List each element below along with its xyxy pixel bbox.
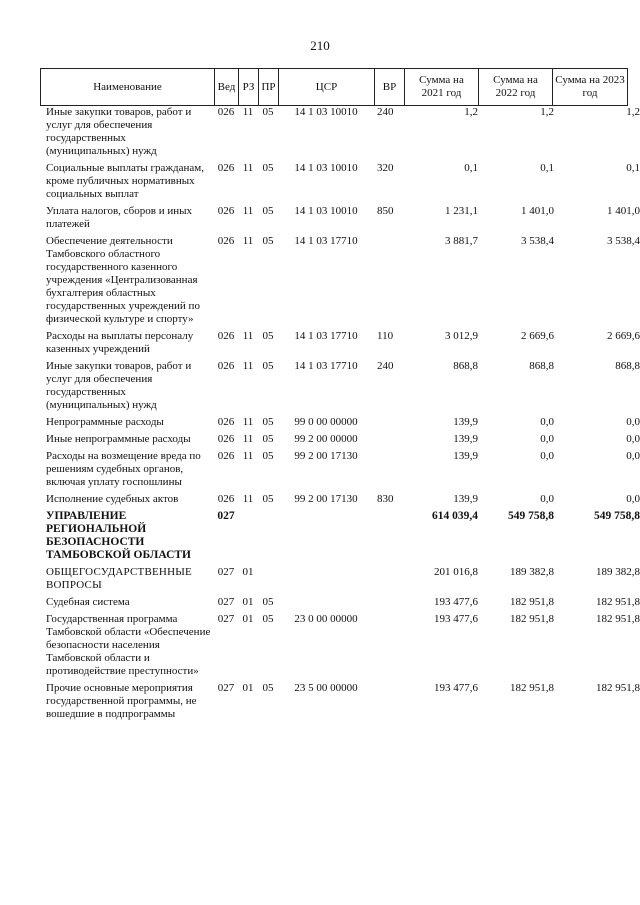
row-rz: 11 <box>242 235 254 247</box>
row-pr: 05 <box>262 493 274 505</box>
row-ved: 026 <box>217 162 235 174</box>
row-ved: 026 <box>217 205 235 217</box>
row-csr: 14 1 03 17710 <box>294 330 358 342</box>
row-sum-2021: 193 477,6 <box>434 596 478 608</box>
row-pr: 05 <box>262 360 274 372</box>
row-sum-2023: 549 758,8 <box>594 510 640 522</box>
row-rz: 11 <box>242 106 254 118</box>
table-row <box>40 106 640 158</box>
row-sum-2023: 0,0 <box>626 433 640 445</box>
row-sum-2021: 0,1 <box>464 162 478 174</box>
row-ved: 027 <box>217 566 235 578</box>
row-sum-2023: 0,1 <box>626 162 640 174</box>
row-rz: 11 <box>242 416 254 428</box>
row-sum-2021: 193 477,6 <box>434 682 478 694</box>
row-sum-2023: 182 951,8 <box>596 682 640 694</box>
header-vr: ВР <box>374 69 404 105</box>
row-csr: 23 0 00 00000 <box>294 613 358 625</box>
row-sum-2021: 201 016,8 <box>434 566 478 578</box>
row-pr: 05 <box>262 682 274 694</box>
row-sum-2021: 1,2 <box>464 106 478 118</box>
row-sum-2022: 0,0 <box>540 433 554 445</box>
header-ved: Вед <box>214 69 238 105</box>
row-sum-2023: 0,0 <box>626 493 640 505</box>
row-name: ОБЩЕГОСУДАРСТВЕННЫЕ ВОПРОСЫ <box>46 566 192 591</box>
row-pr: 05 <box>262 162 274 174</box>
row-name: Государственная программа Тамбовской области «Обеспечение безопасности населения Тамбовской области и противодействие преступности» <box>46 613 211 677</box>
row-sum-2021: 139,9 <box>453 493 478 505</box>
row-csr: 99 2 00 00000 <box>294 433 358 445</box>
row-name: Судебная система <box>46 596 130 608</box>
table-header <box>40 68 628 106</box>
table-body <box>40 106 640 725</box>
row-ved: 026 <box>217 235 235 247</box>
row-sum-2021: 1 231,1 <box>445 205 478 217</box>
row-csr: 99 2 00 17130 <box>294 493 358 505</box>
table-row <box>40 330 640 356</box>
table-row <box>40 162 640 201</box>
row-name: Непрограммные расходы <box>46 416 164 428</box>
header-name: Наименование <box>40 69 214 105</box>
row-sum-2023: 0,0 <box>626 416 640 428</box>
row-csr: 14 1 03 10010 <box>294 205 358 217</box>
table-row <box>40 235 640 326</box>
row-name: Иные непрограммные расходы <box>46 433 191 445</box>
row-vr: 240 <box>377 106 394 118</box>
table-row <box>40 433 640 446</box>
row-rz: 11 <box>242 205 254 217</box>
row-rz: 11 <box>242 450 254 462</box>
row-rz: 01 <box>242 613 254 625</box>
row-sum-2022: 3 538,4 <box>521 235 554 247</box>
row-vr: 240 <box>377 360 394 372</box>
header-csr: ЦСР <box>278 69 374 105</box>
row-sum-2021: 193 477,6 <box>434 613 478 625</box>
row-sum-2022: 549 758,8 <box>508 510 554 522</box>
row-pr: 05 <box>262 450 274 462</box>
table-row <box>40 596 640 609</box>
row-rz: 01 <box>242 596 254 608</box>
row-sum-2021: 614 039,4 <box>432 510 478 522</box>
row-sum-2022: 182 951,8 <box>510 596 554 608</box>
row-sum-2023: 3 538,4 <box>607 235 640 247</box>
row-sum-2022: 868,8 <box>529 360 554 372</box>
row-vr: 320 <box>377 162 394 174</box>
row-sum-2022: 0,1 <box>540 162 554 174</box>
row-pr: 05 <box>262 416 274 428</box>
row-vr: 850 <box>377 205 394 217</box>
row-name: Обеспечение деятельности Тамбовского областного государственного казенного учреждения «Централизованная бухгалтерия областных государственных учреждений по физической культуре и спорту» <box>46 235 200 325</box>
table-row <box>40 566 640 592</box>
row-sum-2021: 139,9 <box>453 416 478 428</box>
row-csr: 14 1 03 17710 <box>294 235 358 247</box>
row-sum-2022: 182 951,8 <box>510 682 554 694</box>
row-ved: 027 <box>217 596 235 608</box>
header-rz: РЗ <box>238 69 258 105</box>
row-sum-2022: 0,0 <box>540 416 554 428</box>
row-sum-2023: 0,0 <box>626 450 640 462</box>
row-name: Иные закупки товаров, работ и услуг для обеспечения государственных (муниципальных) нужд <box>46 106 192 157</box>
row-ved: 026 <box>217 360 235 372</box>
row-csr: 14 1 03 10010 <box>294 162 358 174</box>
row-rz: 01 <box>242 682 254 694</box>
row-rz: 01 <box>242 566 254 578</box>
row-sum-2021: 139,9 <box>453 433 478 445</box>
page-number: 210 <box>310 38 330 53</box>
row-sum-2022: 0,0 <box>540 493 554 505</box>
row-vr: 830 <box>377 493 394 505</box>
table-row <box>40 613 640 678</box>
row-pr: 05 <box>262 205 274 217</box>
row-pr: 05 <box>262 433 274 445</box>
row-ved: 026 <box>217 330 235 342</box>
row-pr: 05 <box>262 613 274 625</box>
row-sum-2023: 1 401,0 <box>607 205 640 217</box>
row-sum-2021: 139,9 <box>453 450 478 462</box>
row-csr: 14 1 03 10010 <box>294 106 358 118</box>
header-sum-2022: Сумма на 2022 год <box>478 69 552 105</box>
row-name: Иные закупки товаров, работ и услуг для обеспечения государственных (муниципальных) нужд <box>46 360 192 411</box>
row-name: УПРАВЛЕНИЕ РЕГИОНАЛЬНОЙ БЕЗОПАСНОСТИ ТАМБОВСКОЙ ОБЛАСТИ <box>46 510 192 561</box>
table-row <box>40 493 640 506</box>
table-row <box>40 205 640 231</box>
row-ved: 026 <box>217 106 235 118</box>
header-sum-2021: Сумма на 2021 год <box>404 69 478 105</box>
header-pr: ПР <box>258 69 278 105</box>
row-sum-2021: 3 881,7 <box>445 235 478 247</box>
row-vr: 110 <box>377 330 394 342</box>
row-sum-2022: 189 382,8 <box>510 566 554 578</box>
row-pr: 05 <box>262 330 274 342</box>
row-rz: 11 <box>242 493 254 505</box>
row-sum-2022: 0,0 <box>540 450 554 462</box>
row-sum-2022: 1,2 <box>540 106 554 118</box>
row-ved: 026 <box>217 416 235 428</box>
row-sum-2021: 3 012,9 <box>445 330 478 342</box>
table-row <box>40 682 640 721</box>
row-sum-2023: 2 669,6 <box>607 330 640 342</box>
row-sum-2022: 2 669,6 <box>521 330 554 342</box>
row-ved: 026 <box>217 433 235 445</box>
row-name: Расходы на выплаты персоналу казенных учреждений <box>46 330 194 355</box>
table-row <box>40 510 640 562</box>
row-sum-2023: 182 951,8 <box>596 596 640 608</box>
row-sum-2021: 868,8 <box>453 360 478 372</box>
row-ved: 026 <box>217 493 235 505</box>
row-sum-2023: 189 382,8 <box>596 566 640 578</box>
table-row <box>40 450 640 489</box>
row-sum-2022: 182 951,8 <box>510 613 554 625</box>
row-name: Исполнение судебных актов <box>46 493 179 505</box>
row-ved: 027 <box>217 510 235 522</box>
row-csr: 99 2 00 17130 <box>294 450 358 462</box>
row-name: Уплата налогов, сборов и иных платежей <box>46 205 193 230</box>
row-ved: 027 <box>217 682 235 694</box>
row-name: Социальные выплаты гражданам, кроме публичных нормативных социальных выплат <box>46 162 204 200</box>
row-sum-2023: 182 951,8 <box>596 613 640 625</box>
table-row <box>40 416 640 429</box>
header-sum-2023: Сумма на 2023 год <box>552 69 628 105</box>
table-row <box>40 360 640 412</box>
row-sum-2023: 868,8 <box>615 360 640 372</box>
row-rz: 11 <box>242 433 254 445</box>
row-name: Прочие основные мероприятия государственной программы, не вошедшие в подпрограммы <box>46 682 197 720</box>
row-csr: 14 1 03 17710 <box>294 360 358 372</box>
row-ved: 027 <box>217 613 235 625</box>
row-rz: 11 <box>242 162 254 174</box>
row-rz: 11 <box>242 360 254 372</box>
row-pr: 05 <box>262 596 274 608</box>
row-rz: 11 <box>242 330 254 342</box>
row-ved: 026 <box>217 450 235 462</box>
row-csr: 99 0 00 00000 <box>294 416 358 428</box>
row-pr: 05 <box>262 106 274 118</box>
row-pr: 05 <box>262 235 274 247</box>
row-sum-2022: 1 401,0 <box>521 205 554 217</box>
row-sum-2023: 1,2 <box>626 106 640 118</box>
row-csr: 23 5 00 00000 <box>294 682 358 694</box>
row-name: Расходы на возмещение вреда по решениям судебных органов, включая уплату госпошлины <box>46 450 201 488</box>
